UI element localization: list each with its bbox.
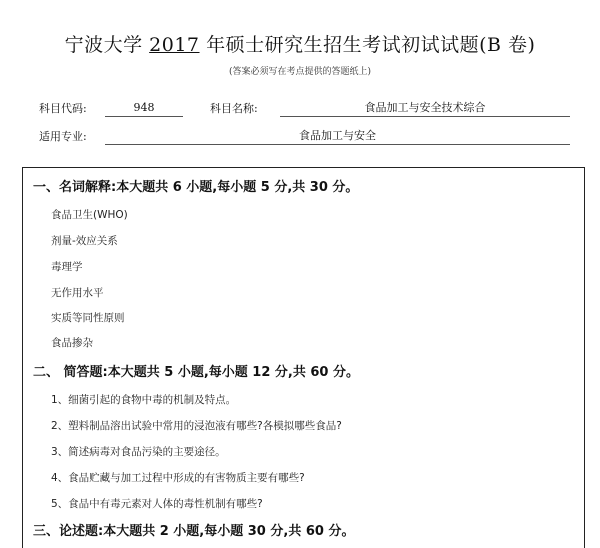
section-2-heading: 二、 简答题:本大题共 5 小题,每小题 12 分,共 60 分。 xyxy=(33,365,359,380)
list-item: 3、简述病毒对食品污染的主要途径。 xyxy=(51,446,226,458)
list-item: 毒理学 xyxy=(51,261,83,273)
subject-name-value: 食品加工与安全技术综合 xyxy=(280,100,570,117)
subject-code-row xyxy=(0,100,600,120)
section-1-heading: 一、名词解释:本大题共 6 小题,每小题 5 分,共 30 分。 xyxy=(33,180,359,195)
subject-code-value: 948 xyxy=(105,100,183,117)
major-row xyxy=(0,128,600,148)
list-item: 实质等同性原则 xyxy=(51,312,125,324)
question-box xyxy=(22,167,585,548)
list-item: 食品卫生(WHO) xyxy=(51,209,128,221)
list-item: 1、细菌引起的食物中毒的机制及特点。 xyxy=(51,394,237,406)
answer-note: (答案必须写在考点提供的答题纸上) xyxy=(228,67,372,77)
title-prefix: 宁波大学 xyxy=(64,34,143,56)
list-item: 剂量-效应关系 xyxy=(51,235,118,247)
subject-name-label: 科目名称: xyxy=(210,102,258,115)
section-3-heading: 三、论述题:本大题共 2 小题,每小题 30 分,共 60 分。 xyxy=(33,524,355,539)
list-item: 4、食品贮藏与加工过程中形成的有害物质主要有哪些? xyxy=(51,472,305,484)
exam-title xyxy=(0,30,600,57)
major-value: 食品加工与安全 xyxy=(105,128,570,145)
list-item: 食品掺杂 xyxy=(51,337,93,349)
major-label: 适用专业: xyxy=(39,130,87,143)
list-item: 无作用水平 xyxy=(51,287,104,299)
title-year: 2017 xyxy=(149,34,200,56)
list-item: 2、塑料制品溶出试验中常用的浸泡液有哪些?各模拟哪些食品? xyxy=(51,420,342,432)
list-item: 5、食品中有毒元素对人体的毒性机制有哪些? xyxy=(51,498,263,510)
title-suffix: 年硕士研究生招生考试初试试题(B 卷) xyxy=(206,34,536,56)
subject-code-label: 科目代码: xyxy=(39,102,87,115)
